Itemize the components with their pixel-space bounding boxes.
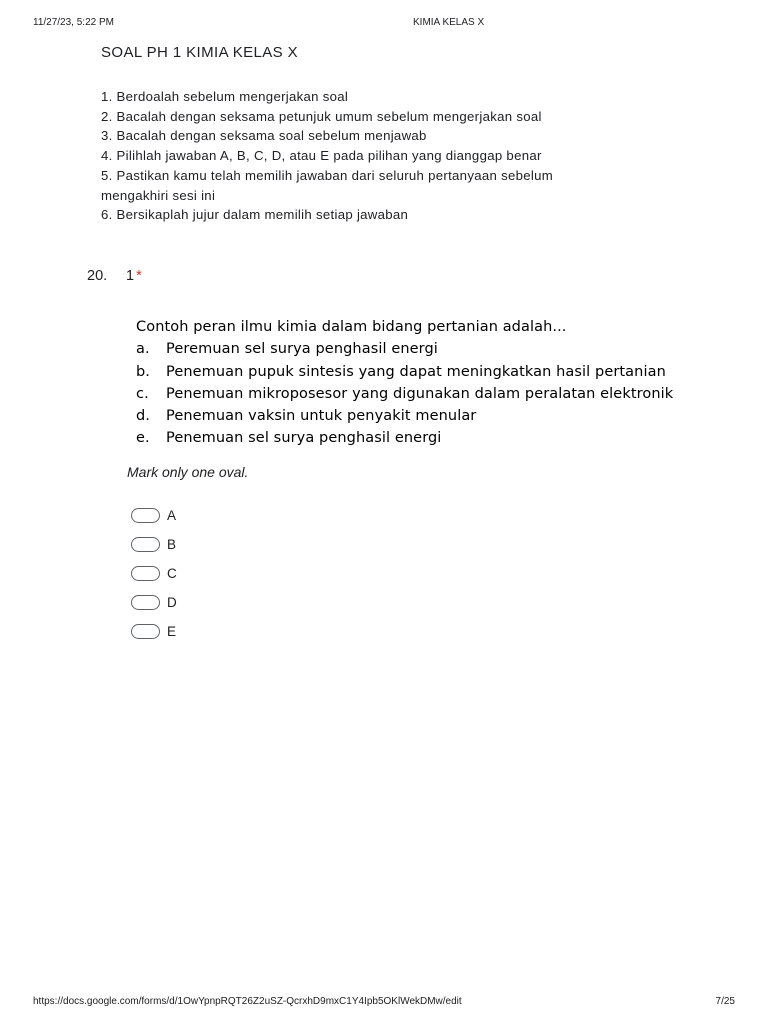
print-title: KIMIA KELAS X — [413, 17, 485, 28]
choice-letter: e. — [136, 430, 150, 447]
radio-oval[interactable] — [131, 537, 160, 552]
print-header — [33, 17, 735, 31]
question-title-text: 1 — [126, 268, 135, 284]
print-url: https://docs.google.com/forms/d/1OwYpnpRQT26Z2uSZ-QcrxhD9mxC1Y4Ipb5OKlWekDMw/edit — [33, 996, 462, 1007]
instruction-line: mengakhiri sesi ini — [101, 187, 216, 203]
instruction-line: 1. Berdoalah sebelum mengerjakan soal — [101, 89, 349, 104]
radio-oval[interactable] — [131, 508, 160, 523]
choice-text: Penemuan pupuk sintesis yang dapat meningkatkan hasil pertanian — [166, 363, 666, 380]
choice-text: Penemuan vaksin untuk penyakit menular — [166, 408, 477, 425]
choice-letter: a. — [136, 341, 150, 358]
question-choice — [136, 338, 696, 360]
question-choice — [136, 361, 696, 383]
mark-hint: Mark only one oval. — [127, 464, 249, 480]
instruction-line: 5. Pastikan kamu telah memilih jawaban dari seluruh pertanyaan sebelum — [101, 167, 554, 183]
instruction-line: 3. Bacalah dengan seksama soal sebelum menjawab — [101, 128, 427, 144]
print-datetime: 11/27/23, 5:22 PM — [33, 17, 114, 28]
choice-text: Penemuan mikroposesor yang digunakan dalam peralatan elektronik — [166, 385, 674, 402]
page-number: 7/25 — [715, 996, 735, 1007]
option-a[interactable] — [131, 501, 177, 530]
option-e[interactable] — [131, 617, 177, 646]
choice-text: Penemuan sel surya penghasil energi — [166, 430, 442, 447]
instruction-line: 6. Bersikaplah jujur dalam memilih setiap jawaban — [101, 207, 409, 223]
question-number: 20. — [87, 268, 108, 284]
option-c[interactable] — [131, 559, 177, 588]
form-instructions — [101, 87, 661, 225]
choice-letter: b. — [136, 363, 151, 380]
option-label: C — [167, 566, 177, 581]
option-label: E — [167, 624, 177, 639]
question-title — [126, 268, 142, 284]
question-choice — [136, 427, 696, 449]
choice-text: Peremuan sel surya penghasil energi — [166, 341, 438, 358]
instruction-line: 4. Pilihlah jawaban A, B, C, D, atau E pada pilihan yang dianggap benar — [101, 148, 542, 164]
option-label: B — [167, 537, 177, 552]
radio-oval[interactable] — [131, 566, 160, 581]
answer-options — [131, 501, 177, 646]
question-prompt: Contoh peran ilmu kimia dalam bidang pertanian adalah... — [136, 319, 567, 335]
choice-letter: c. — [136, 385, 149, 402]
choice-letter: d. — [136, 408, 151, 425]
form-title: SOAL PH 1 KIMIA KELAS X — [101, 44, 299, 61]
instruction-line: 2. Bacalah dengan seksama petunjuk umum sebelum mengerjakan soal — [101, 108, 542, 124]
print-footer — [33, 996, 735, 1010]
option-d[interactable] — [131, 588, 177, 617]
option-label: D — [167, 595, 177, 610]
option-b[interactable] — [131, 530, 177, 559]
radio-oval[interactable] — [131, 624, 160, 639]
question-choice — [136, 383, 696, 405]
option-label: A — [167, 508, 177, 523]
required-marker: * — [136, 268, 142, 284]
radio-oval[interactable] — [131, 595, 160, 610]
question-choice — [136, 405, 696, 427]
question-image — [136, 316, 696, 450]
